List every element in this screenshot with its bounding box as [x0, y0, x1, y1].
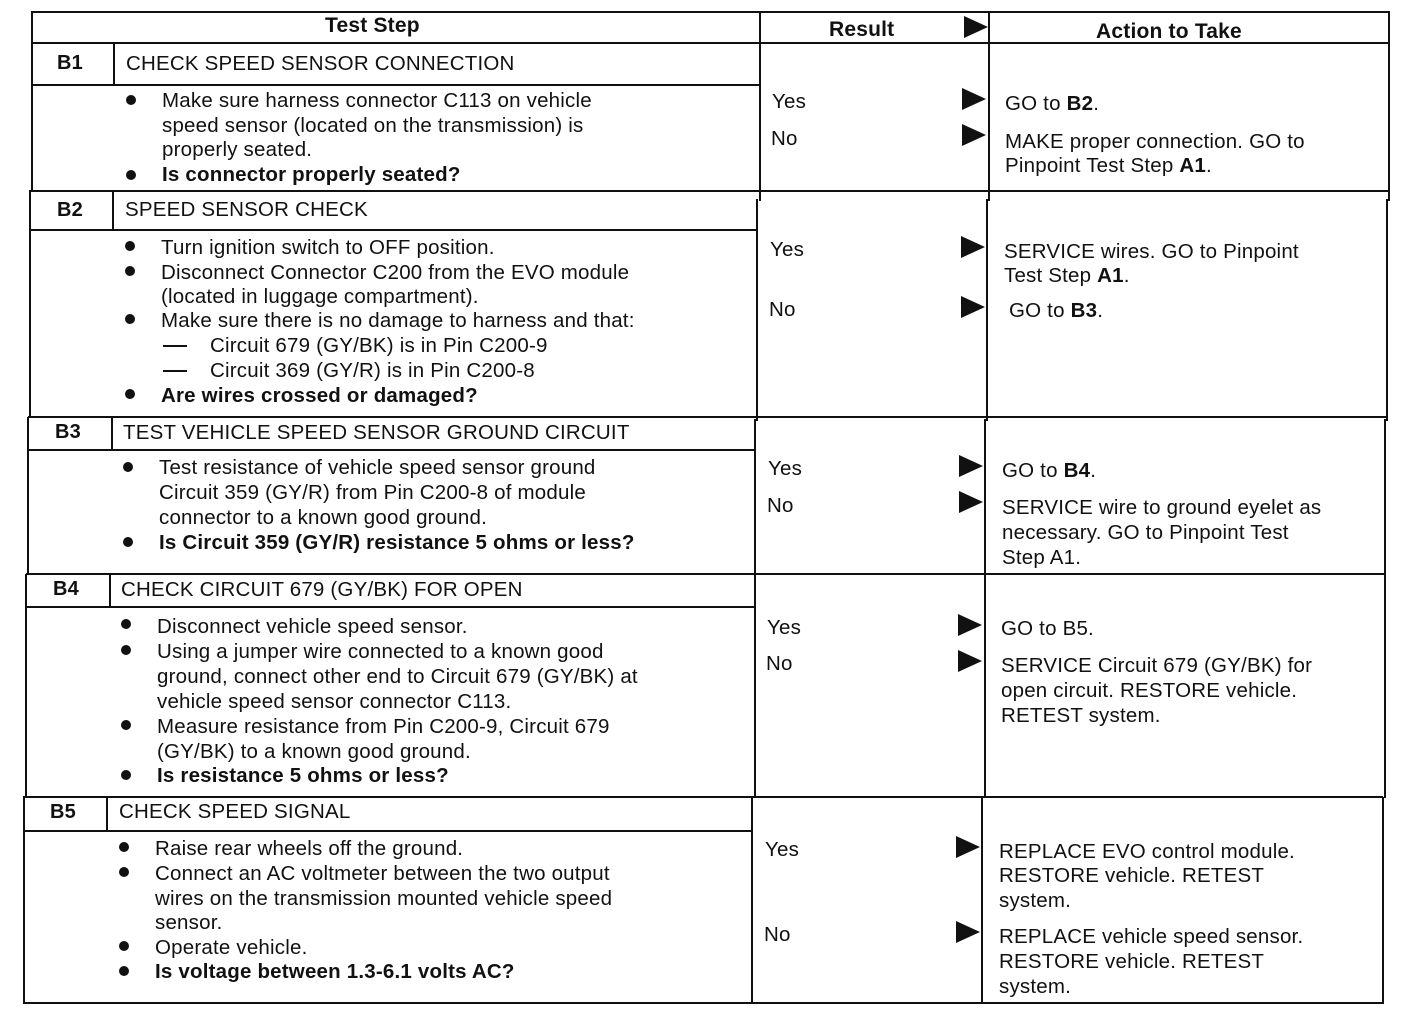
- step-title-underline: [31, 84, 760, 86]
- action-text: RETEST system.: [1001, 704, 1161, 727]
- step-question: Is voltage between 1.3-6.1 volts AC?: [155, 960, 515, 983]
- action-text: GO to B5.: [1001, 617, 1094, 640]
- arrow-icon: [959, 491, 983, 513]
- arrow-icon: [958, 614, 982, 636]
- result-no: No: [767, 494, 794, 517]
- column-divider-action: [984, 419, 986, 798]
- step-id: B5: [50, 801, 76, 823]
- step-instruction: sensor.: [155, 911, 223, 934]
- action-text: GO to B2.: [1005, 92, 1100, 115]
- step-question: Are wires crossed or damaged?: [161, 384, 478, 407]
- step-instruction: Make sure there is no damage to harness and that:: [161, 309, 635, 332]
- result-yes: Yes: [770, 238, 805, 261]
- step-instruction: Disconnect Connector C200 from the EVO module: [161, 261, 630, 284]
- result-no: No: [769, 298, 796, 321]
- action-text: REPLACE EVO control module.: [999, 840, 1295, 863]
- table-right-border: [1386, 199, 1388, 421]
- table-left-border: [27, 417, 29, 575]
- dash-icon: [163, 345, 187, 347]
- header-test-step: Test Step: [325, 14, 420, 37]
- dash-icon: [163, 370, 187, 372]
- step-id-divider: [106, 797, 108, 832]
- step-instruction: ground, connect other end to Circuit 679 (GY/BK) at: [157, 665, 638, 688]
- table-left-border: [31, 11, 33, 191]
- step-instruction: Make sure harness connector C113 on vehicle: [162, 89, 592, 112]
- action-text: RESTORE vehicle. RETEST: [999, 950, 1265, 973]
- table-left-border: [29, 190, 31, 418]
- step-instruction: Disconnect vehicle speed sensor.: [157, 615, 468, 638]
- bullet-icon: [121, 645, 131, 655]
- arrow-icon: [956, 836, 980, 858]
- step-instruction: Circuit 359 (GY/R) from Pin C200-8 of module: [159, 481, 586, 504]
- header-result: Result: [829, 18, 895, 41]
- step-instruction: Operate vehicle.: [155, 936, 308, 959]
- bullet-icon: [123, 462, 133, 472]
- step-instruction: Raise rear wheels off the ground.: [155, 837, 464, 860]
- step-instruction: Connect an AC voltmeter between the two output: [155, 862, 610, 885]
- arrow-icon: [958, 650, 982, 672]
- arrow-icon: [961, 236, 985, 258]
- table-top-border: [32, 11, 1390, 13]
- step-instruction: Circuit 679 (GY/BK) is in Pin C200-9: [210, 334, 548, 357]
- action-text: open circuit. RESTORE vehicle.: [1001, 679, 1298, 702]
- step-title-underline: [23, 830, 752, 832]
- bullet-icon: [119, 842, 129, 852]
- bullet-icon: [125, 389, 135, 399]
- step-title: CHECK SPEED SIGNAL: [119, 800, 351, 823]
- header-arrow-icon: [964, 16, 988, 38]
- row-separator: [28, 416, 1387, 418]
- step-instruction: vehicle speed sensor connector C113.: [157, 690, 512, 713]
- action-text: RESTORE vehicle. RETEST: [999, 864, 1265, 887]
- step-question: Is resistance 5 ohms or less?: [157, 764, 449, 787]
- bullet-icon: [121, 619, 131, 629]
- table-right-border: [1382, 797, 1384, 1004]
- table-bottom-border: [23, 1002, 1384, 1004]
- arrow-icon: [959, 455, 983, 477]
- step-id-divider: [113, 43, 115, 85]
- step-instruction: Measure resistance from Pin C200-9, Circuit 679: [157, 715, 610, 738]
- step-title: TEST VEHICLE SPEED SENSOR GROUND CIRCUIT: [123, 421, 630, 444]
- result-yes: Yes: [768, 457, 803, 480]
- bullet-icon: [126, 170, 136, 180]
- bullet-icon: [126, 95, 136, 105]
- step-title-underline: [29, 229, 758, 231]
- row-separator: [26, 573, 1385, 575]
- step-title: CHECK SPEED SENSOR CONNECTION: [126, 52, 515, 75]
- bullet-icon: [125, 266, 135, 276]
- bullet-icon: [119, 966, 129, 976]
- step-instruction: connector to a known good ground.: [159, 506, 487, 529]
- action-text: SERVICE Circuit 679 (GY/BK) for: [1001, 654, 1313, 677]
- bullet-icon: [121, 720, 131, 730]
- step-id: B4: [53, 578, 79, 600]
- bullet-icon: [125, 314, 135, 324]
- bullet-icon: [121, 770, 131, 780]
- step-instruction: Test resistance of vehicle speed sensor ground: [159, 456, 596, 479]
- result-no: No: [764, 923, 791, 946]
- step-instruction: Using a jumper wire connected to a known good: [157, 640, 604, 663]
- action-text: SERVICE wires. GO to Pinpoint: [1004, 240, 1299, 263]
- step-instruction: Circuit 369 (GY/R) is in Pin C200-8: [210, 359, 535, 382]
- step-id-divider: [109, 574, 111, 608]
- column-divider-action: [988, 11, 990, 201]
- step-question: Is connector properly seated?: [162, 163, 461, 186]
- table-left-border: [23, 796, 25, 1004]
- step-title-underline: [25, 606, 754, 608]
- step-id: B3: [55, 421, 81, 443]
- column-divider-action: [981, 797, 983, 1004]
- table-right-border: [1388, 11, 1390, 201]
- step-title: SPEED SENSOR CHECK: [125, 198, 368, 221]
- table-right-border: [1384, 419, 1386, 798]
- arrow-icon: [962, 88, 986, 110]
- step-question: Is Circuit 359 (GY/R) resistance 5 ohms or less?: [159, 531, 635, 554]
- action-text: GO to B3.: [1009, 299, 1104, 322]
- step-instruction: (GY/BK) to a known good ground.: [157, 740, 471, 763]
- step-id: B1: [57, 52, 83, 74]
- column-divider-result: [754, 419, 756, 798]
- header-action: Action to Take: [1096, 20, 1242, 43]
- action-text: SERVICE wire to ground eyelet as: [1002, 496, 1322, 519]
- step-instruction: Turn ignition switch to OFF position.: [161, 236, 495, 259]
- arrow-icon: [962, 124, 986, 146]
- column-divider-result: [751, 797, 753, 1004]
- step-id: B2: [57, 199, 83, 221]
- action-text: GO to B4.: [1002, 459, 1097, 482]
- arrow-icon: [956, 921, 980, 943]
- result-no: No: [766, 652, 793, 675]
- step-instruction: speed sensor (located on the transmission) is: [162, 114, 584, 137]
- result-yes: Yes: [767, 616, 802, 639]
- row-separator: [24, 796, 1383, 798]
- step-title: CHECK CIRCUIT 679 (GY/BK) FOR OPEN: [121, 578, 523, 601]
- action-text: Step A1.: [1002, 546, 1082, 569]
- step-instruction: (located in luggage compartment).: [161, 285, 479, 308]
- column-divider-result: [756, 199, 758, 421]
- action-text: system.: [999, 889, 1072, 912]
- action-text: REPLACE vehicle speed sensor.: [999, 925, 1304, 948]
- step-title-underline: [27, 449, 756, 451]
- result-yes: Yes: [765, 838, 800, 861]
- result-yes: Yes: [772, 90, 807, 113]
- bullet-icon: [123, 537, 133, 547]
- column-divider-action: [986, 199, 988, 421]
- action-text: Pinpoint Test Step A1.: [1005, 154, 1212, 177]
- action-text: MAKE proper connection. GO to: [1005, 130, 1305, 153]
- bullet-icon: [119, 867, 129, 877]
- step-instruction: properly seated.: [162, 138, 313, 161]
- action-text: system.: [999, 975, 1072, 998]
- column-divider-result: [759, 11, 761, 201]
- result-no: No: [771, 127, 798, 150]
- step-id-divider: [112, 191, 114, 231]
- arrow-icon: [961, 296, 985, 318]
- step-id-divider: [111, 417, 113, 451]
- action-text: necessary. GO to Pinpoint Test: [1002, 521, 1289, 544]
- action-text: Test Step A1.: [1004, 264, 1130, 287]
- bullet-icon: [119, 941, 129, 951]
- step-instruction: wires on the transmission mounted vehicle speed: [155, 887, 613, 910]
- bullet-icon: [125, 241, 135, 251]
- row-separator: [30, 190, 1389, 192]
